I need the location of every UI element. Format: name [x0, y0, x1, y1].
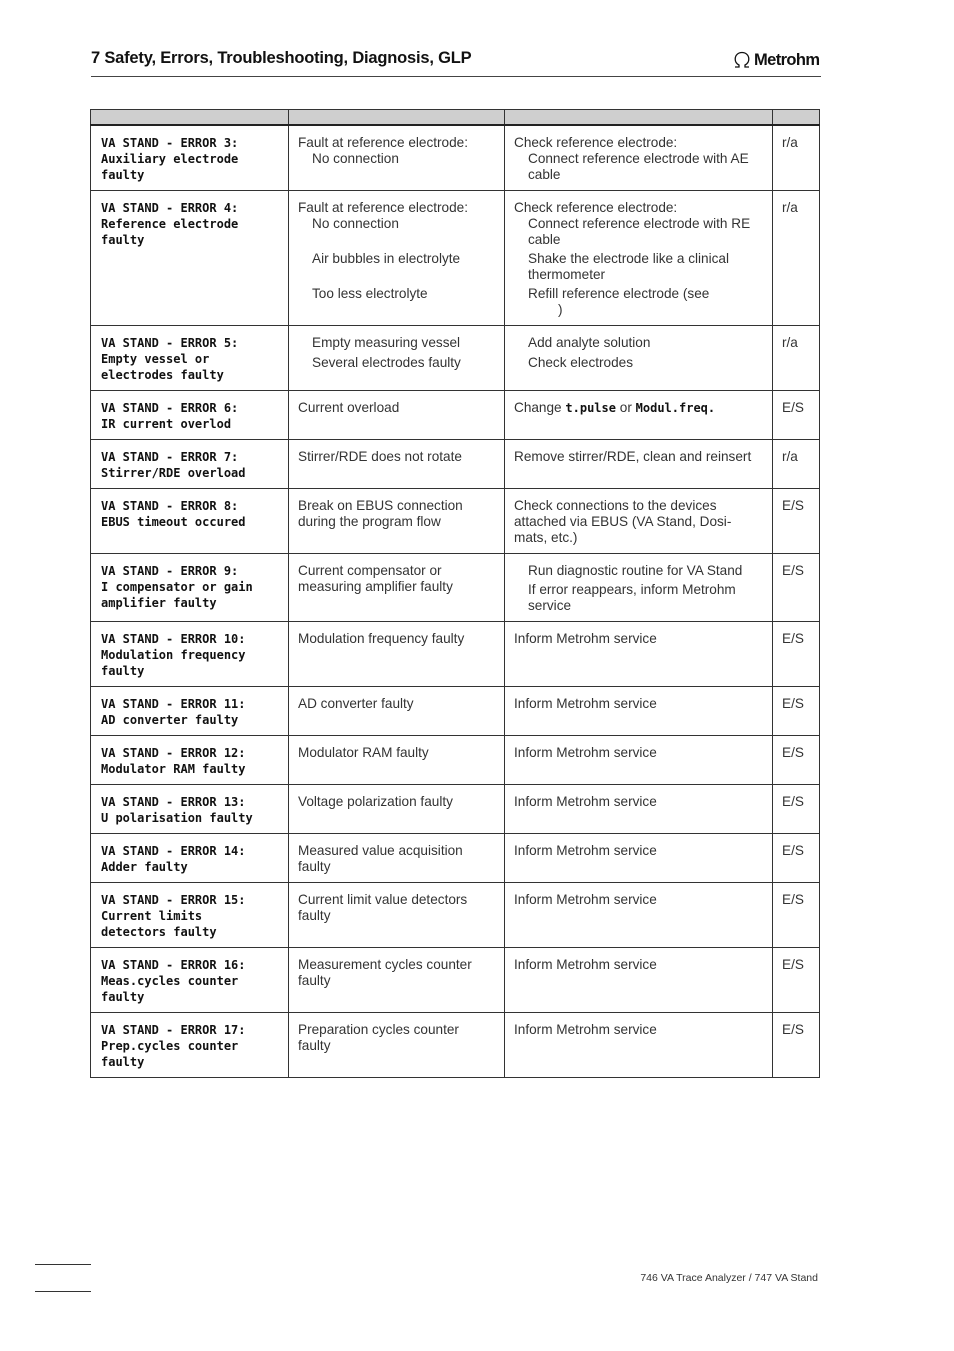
error-cause — [289, 1013, 505, 1078]
error-category: E/S — [773, 622, 820, 687]
error-category: r/a — [773, 191, 820, 326]
error-remedy — [505, 191, 773, 326]
cause-text: Preparation cycles counter faulty — [298, 1022, 459, 1053]
remedy-text: Check reference electrode: — [514, 200, 678, 215]
error-remedy — [505, 948, 773, 1013]
error-message: VA STAND - ERROR 15: Current limits detectors faulty — [91, 883, 289, 948]
remedy-text: Shake the electrode like a clinical thermometer — [528, 251, 729, 282]
cause-text: Several electrodes faulty — [312, 355, 461, 370]
error-message: VA STAND - ERROR 3: Auxiliary electrode faulty — [91, 125, 289, 191]
cause-text: Stirrer/RDE does not rotate — [298, 449, 462, 464]
header-rule — [91, 76, 821, 77]
error-remedy — [505, 489, 773, 554]
page-title: 7 Safety, Errors, Troubleshooting, Diagnosis, GLP — [91, 49, 472, 67]
footer-text: 746 VA Trace Analyzer / 747 VA Stand — [640, 1272, 818, 1284]
footer-rule-top — [35, 1264, 91, 1265]
logo-text: Metrohm — [754, 50, 820, 69]
remedy-text: Inform Metrohm service — [514, 696, 657, 711]
error-remedy — [505, 1013, 773, 1078]
cause-text: Current limit value detectors faulty — [298, 892, 468, 923]
remedy-text: Connect reference electrode with AE cable — [528, 151, 749, 182]
cause-text: Break on EBUS connection during the program flow — [298, 498, 463, 529]
cause-text: No connection — [312, 216, 399, 231]
table-row — [91, 125, 820, 191]
error-cause — [289, 834, 505, 883]
error-table — [90, 109, 820, 1078]
error-category: r/a — [773, 440, 820, 489]
remedy-text: Remove stirrer/RDE, clean and reinsert — [514, 449, 752, 464]
remedy-text: Inform Metrohm service — [514, 745, 657, 760]
error-category: E/S — [773, 785, 820, 834]
error-message: VA STAND - ERROR 8: EBUS timeout occured — [91, 489, 289, 554]
remedy-text: Inform Metrohm service — [514, 957, 657, 972]
table-row — [91, 191, 820, 326]
remedy-text: Check electrodes — [528, 355, 634, 370]
cause-text: Current compensator or measuring amplifier faulty — [298, 563, 453, 594]
table-row — [91, 440, 820, 489]
error-remedy — [505, 687, 773, 736]
error-cause — [289, 785, 505, 834]
cause-text: Empty measuring vessel — [312, 335, 461, 350]
error-category: E/S — [773, 391, 820, 440]
error-category: E/S — [773, 883, 820, 948]
error-category: r/a — [773, 326, 820, 391]
remedy-text: Run diagnostic routine for VA Stand — [528, 563, 743, 578]
error-remedy — [505, 736, 773, 785]
error-cause — [289, 687, 505, 736]
error-cause — [289, 883, 505, 948]
error-remedy — [505, 785, 773, 834]
header-cell — [91, 110, 289, 126]
metrohm-logo — [732, 49, 819, 71]
error-category: E/S — [773, 687, 820, 736]
cause-text: Fault at reference electrode: — [298, 200, 469, 215]
table-row — [91, 834, 820, 883]
table-header-row — [91, 110, 820, 126]
error-cause — [289, 440, 505, 489]
error-message: VA STAND - ERROR 9: I compensator or gain amplifier faulty — [91, 554, 289, 622]
footer-rule-bottom — [35, 1291, 91, 1292]
error-remedy — [505, 440, 773, 489]
error-category: E/S — [773, 834, 820, 883]
remedy-text: Check reference electrode: — [514, 135, 678, 150]
cause-text: Current overload — [298, 400, 400, 415]
parameter-name: Modul.freq. — [635, 401, 716, 415]
parameter-name: t.pulse — [565, 401, 616, 415]
error-remedy — [505, 125, 773, 191]
table-row — [91, 391, 820, 440]
error-cause — [289, 622, 505, 687]
cause-text: Modulation frequency faulty — [298, 631, 465, 646]
error-category: E/S — [773, 554, 820, 622]
remedy-text: Inform Metrohm service — [514, 794, 657, 809]
error-cause — [289, 391, 505, 440]
remedy-text: Connect reference electrode with RE cable — [528, 216, 751, 247]
cause-text: Modulator RAM faulty — [298, 745, 429, 760]
error-remedy — [505, 622, 773, 687]
error-cause — [289, 191, 505, 326]
error-cause — [289, 948, 505, 1013]
error-category: r/a — [773, 125, 820, 191]
table-row — [91, 489, 820, 554]
error-message: VA STAND - ERROR 10: Modulation frequency faulty — [91, 622, 289, 687]
error-remedy — [505, 326, 773, 391]
remedy-text: Refill reference electrode (see — [528, 286, 710, 301]
header-cell — [289, 110, 505, 126]
remedy-text: Inform Metrohm service — [514, 631, 657, 646]
table-row — [91, 554, 820, 622]
cause-text: Too less electrolyte — [312, 286, 428, 301]
remedy-text: Inform Metrohm service — [514, 892, 657, 907]
cause-text: Voltage polarization faulty — [298, 794, 453, 809]
header-cell — [505, 110, 773, 126]
error-remedy — [505, 834, 773, 883]
error-cause — [289, 736, 505, 785]
error-message: VA STAND - ERROR 12: Modulator RAM faulty — [91, 736, 289, 785]
error-message: VA STAND - ERROR 11: AD converter faulty — [91, 687, 289, 736]
remedy-text: If error reappears, inform Metrohm service — [528, 582, 736, 613]
remedy-text: Add analyte solution — [528, 335, 651, 350]
table-row — [91, 883, 820, 948]
table-row — [91, 326, 820, 391]
remedy-text: Check connections to the devices attached via EBUS (VA Stand, Dosi-mats, etc.) — [514, 498, 732, 545]
error-message: VA STAND - ERROR 13: U polarisation faulty — [91, 785, 289, 834]
cause-text: Air bubbles in electrolyte — [312, 251, 461, 266]
error-category: E/S — [773, 1013, 820, 1078]
remedy-text: ) — [558, 302, 563, 317]
cause-text: Fault at reference electrode: — [298, 135, 469, 150]
table-row — [91, 785, 820, 834]
error-message: VA STAND - ERROR 17: Prep.cycles counter faulty — [91, 1013, 289, 1078]
remedy-text: Inform Metrohm service — [514, 1022, 657, 1037]
cause-text: Measurement cycles counter faulty — [298, 957, 472, 988]
cause-text: AD converter faulty — [298, 696, 414, 711]
error-message: VA STAND - ERROR 16: Meas.cycles counter faulty — [91, 948, 289, 1013]
error-category: E/S — [773, 489, 820, 554]
error-category: E/S — [773, 736, 820, 785]
header-cell — [773, 110, 820, 126]
error-cause — [289, 489, 505, 554]
error-message: VA STAND - ERROR 5: Empty vessel or electrodes faulty — [91, 326, 289, 391]
error-remedy — [505, 883, 773, 948]
error-remedy — [505, 554, 773, 622]
cause-text: Measured value acquisition faulty — [298, 843, 463, 874]
table-row — [91, 948, 820, 1013]
table-row — [91, 736, 820, 785]
error-remedy — [505, 391, 773, 440]
error-message: VA STAND - ERROR 4: Reference electrode faulty — [91, 191, 289, 326]
remedy-text: or — [619, 400, 632, 415]
omega-icon — [732, 51, 752, 69]
error-message: VA STAND - ERROR 14: Adder faulty — [91, 834, 289, 883]
table-row — [91, 687, 820, 736]
error-cause — [289, 554, 505, 622]
cause-text: No connection — [312, 151, 399, 166]
error-cause — [289, 125, 505, 191]
error-message: VA STAND - ERROR 6: IR current overlod — [91, 391, 289, 440]
error-cause — [289, 326, 505, 391]
remedy-text: Change — [514, 400, 562, 415]
error-category: E/S — [773, 948, 820, 1013]
error-message: VA STAND - ERROR 7: Stirrer/RDE overload — [91, 440, 289, 489]
remedy-text: Inform Metrohm service — [514, 843, 657, 858]
table-row — [91, 622, 820, 687]
table-row — [91, 1013, 820, 1078]
